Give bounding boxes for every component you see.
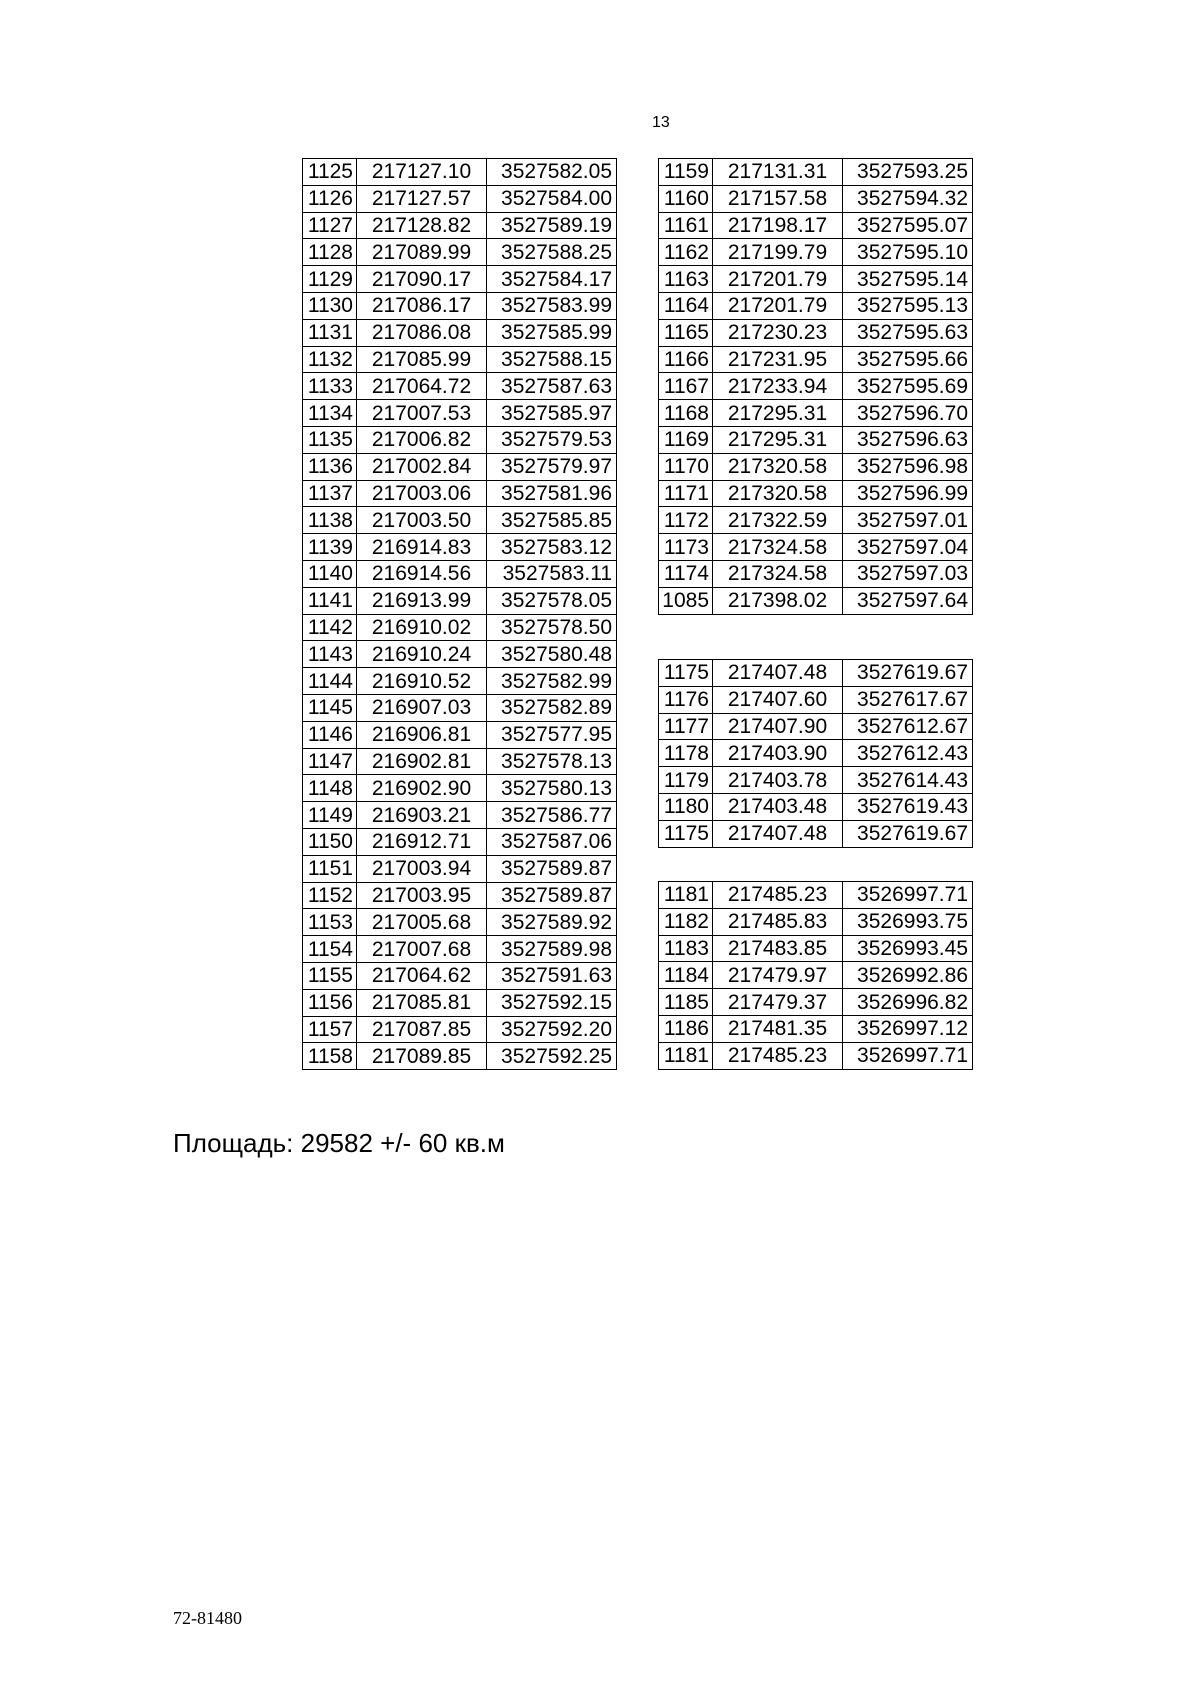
y-coordinate-cell: 3527583.11 [487,560,617,587]
x-coordinate-cell: 217403.90 [713,740,843,767]
x-coordinate-cell: 216906.81 [357,721,487,748]
point-number-cell: 1181 [659,1042,713,1069]
y-coordinate-cell: 3527614.43 [843,767,973,794]
point-number-cell: 1177 [659,713,713,740]
y-coordinate-cell: 3527582.99 [487,668,617,695]
x-coordinate-cell: 217089.85 [357,1043,487,1070]
x-coordinate-cell: 217295.31 [713,400,843,427]
table-row [303,560,617,587]
x-coordinate-cell: 217199.79 [713,239,843,266]
table-row [659,400,973,427]
table-row [659,882,973,909]
x-coordinate-cell: 217485.23 [713,1042,843,1069]
y-coordinate-cell: 3527588.25 [487,239,617,266]
point-number-cell: 1145 [303,694,357,721]
table-row [659,793,973,820]
x-coordinate-cell: 217131.31 [713,159,843,186]
point-number-cell: 1170 [659,453,713,480]
table-row [303,828,617,855]
x-coordinate-cell: 216907.03 [357,694,487,721]
y-coordinate-cell: 3527592.15 [487,989,617,1016]
y-coordinate-cell: 3527584.00 [487,185,617,212]
y-coordinate-cell: 3527619.67 [843,820,973,847]
x-coordinate-cell: 217086.17 [357,292,487,319]
table-row [303,319,617,346]
y-coordinate-cell: 3527581.96 [487,480,617,507]
point-number-cell: 1144 [303,668,357,695]
table-row [659,346,973,373]
x-coordinate-cell: 216902.81 [357,748,487,775]
y-coordinate-cell: 3527597.03 [843,560,973,587]
point-number-cell: 1165 [659,319,713,346]
point-number-cell: 1156 [303,989,357,1016]
y-coordinate-cell: 3527578.13 [487,748,617,775]
y-coordinate-cell: 3527582.05 [487,159,617,186]
y-coordinate-cell: 3527588.15 [487,346,617,373]
table-row [659,686,973,713]
y-coordinate-cell: 3527579.97 [487,453,617,480]
table-row [659,935,973,962]
point-number-cell: 1161 [659,212,713,239]
table-row [659,1015,973,1042]
x-coordinate-cell: 217003.95 [357,882,487,909]
point-number-cell: 1150 [303,828,357,855]
point-number-cell: 1141 [303,587,357,614]
point-number-cell: 1184 [659,962,713,989]
y-coordinate-cell: 3527595.07 [843,212,973,239]
table-row [659,239,973,266]
x-coordinate-cell: 217320.58 [713,480,843,507]
y-coordinate-cell: 3527580.48 [487,641,617,668]
x-coordinate-cell: 216914.83 [357,534,487,561]
y-coordinate-cell: 3527585.97 [487,400,617,427]
x-coordinate-cell: 217201.79 [713,292,843,319]
y-coordinate-cell: 3526993.45 [843,935,973,962]
table-row [303,614,617,641]
x-coordinate-cell: 217089.99 [357,239,487,266]
point-number-cell: 1175 [659,820,713,847]
y-coordinate-cell: 3527592.25 [487,1043,617,1070]
point-number-cell: 1171 [659,480,713,507]
x-coordinate-cell: 217128.82 [357,212,487,239]
y-coordinate-cell: 3527583.99 [487,292,617,319]
point-number-cell: 1154 [303,936,357,963]
point-number-cell: 1160 [659,185,713,212]
point-number-cell: 1182 [659,908,713,935]
y-coordinate-cell: 3527593.25 [843,159,973,186]
y-coordinate-cell: 3527587.06 [487,828,617,855]
table-row [303,882,617,909]
table-row [303,292,617,319]
y-coordinate-cell: 3527583.12 [487,534,617,561]
point-number-cell: 1163 [659,266,713,293]
point-number-cell: 1136 [303,453,357,480]
y-coordinate-cell: 3527595.69 [843,373,973,400]
y-coordinate-cell: 3527596.63 [843,426,973,453]
coordinates-table-right-2 [658,659,973,848]
x-coordinate-cell: 217198.17 [713,212,843,239]
table-row [303,239,617,266]
x-coordinate-cell: 217324.58 [713,560,843,587]
y-coordinate-cell: 3527591.63 [487,962,617,989]
y-coordinate-cell: 3526997.71 [843,882,973,909]
table-row [659,962,973,989]
x-coordinate-cell: 217007.53 [357,400,487,427]
x-coordinate-cell: 217483.85 [713,935,843,962]
table-row [659,426,973,453]
x-coordinate-cell: 217064.62 [357,962,487,989]
y-coordinate-cell: 3527595.14 [843,266,973,293]
x-coordinate-cell: 216910.52 [357,668,487,695]
point-number-cell: 1125 [303,159,357,186]
x-coordinate-cell: 217087.85 [357,1016,487,1043]
table-row [303,748,617,775]
x-coordinate-cell: 217295.31 [713,426,843,453]
x-coordinate-cell: 217322.59 [713,507,843,534]
point-number-cell: 1143 [303,641,357,668]
table-row [303,400,617,427]
table-row [659,908,973,935]
y-coordinate-cell: 3527595.66 [843,346,973,373]
coordinates-table-left [302,158,617,1070]
x-coordinate-cell: 217201.79 [713,266,843,293]
table-row [659,989,973,1016]
table-row [303,909,617,936]
y-coordinate-cell: 3527597.64 [843,587,973,614]
point-number-cell: 1173 [659,534,713,561]
point-number-cell: 1126 [303,185,357,212]
y-coordinate-cell: 3527585.99 [487,319,617,346]
point-number-cell: 1130 [303,292,357,319]
y-coordinate-cell: 3527596.99 [843,480,973,507]
y-coordinate-cell: 3527595.13 [843,292,973,319]
table-row [303,802,617,829]
y-coordinate-cell: 3527582.89 [487,694,617,721]
table-row [659,713,973,740]
point-number-cell: 1168 [659,400,713,427]
x-coordinate-cell: 217086.08 [357,319,487,346]
x-coordinate-cell: 217407.48 [713,660,843,687]
x-coordinate-cell: 217324.58 [713,534,843,561]
table-row [659,319,973,346]
x-coordinate-cell: 217233.94 [713,373,843,400]
x-coordinate-cell: 217485.23 [713,882,843,909]
point-number-cell: 1155 [303,962,357,989]
point-number-cell: 1127 [303,212,357,239]
point-number-cell: 1134 [303,400,357,427]
point-number-cell: 1181 [659,882,713,909]
table-row [303,185,617,212]
point-number-cell: 1085 [659,587,713,614]
point-number-cell: 1147 [303,748,357,775]
y-coordinate-cell: 3526997.12 [843,1015,973,1042]
point-number-cell: 1135 [303,426,357,453]
table-row [303,936,617,963]
y-coordinate-cell: 3527589.19 [487,212,617,239]
point-number-cell: 1152 [303,882,357,909]
x-coordinate-cell: 216914.56 [357,560,487,587]
table-row [659,373,973,400]
table-row [303,962,617,989]
x-coordinate-cell: 217320.58 [713,453,843,480]
table-row [659,480,973,507]
point-number-cell: 1176 [659,686,713,713]
table-row [659,185,973,212]
point-number-cell: 1149 [303,802,357,829]
table-row [659,266,973,293]
y-coordinate-cell: 3527589.92 [487,909,617,936]
y-coordinate-cell: 3527586.77 [487,802,617,829]
point-number-cell: 1180 [659,793,713,820]
y-coordinate-cell: 3527597.01 [843,507,973,534]
x-coordinate-cell: 217398.02 [713,587,843,614]
table-row [303,159,617,186]
point-number-cell: 1133 [303,373,357,400]
table-row [303,373,617,400]
point-number-cell: 1185 [659,989,713,1016]
x-coordinate-cell: 217485.83 [713,908,843,935]
x-coordinate-cell: 217403.78 [713,767,843,794]
table-row [303,1043,617,1070]
coordinates-table-right-3 [658,881,973,1070]
table-row [303,453,617,480]
y-coordinate-cell: 3527597.04 [843,534,973,561]
point-number-cell: 1148 [303,775,357,802]
x-coordinate-cell: 217085.81 [357,989,487,1016]
y-coordinate-cell: 3527587.63 [487,373,617,400]
point-number-cell: 1174 [659,560,713,587]
y-coordinate-cell: 3527589.87 [487,882,617,909]
x-coordinate-cell: 217003.06 [357,480,487,507]
table-row [303,775,617,802]
y-coordinate-cell: 3527619.67 [843,660,973,687]
x-coordinate-cell: 217003.94 [357,855,487,882]
point-number-cell: 1175 [659,660,713,687]
point-number-cell: 1162 [659,239,713,266]
y-coordinate-cell: 3527589.98 [487,936,617,963]
table-row [303,1016,617,1043]
x-coordinate-cell: 217002.84 [357,453,487,480]
x-coordinate-cell: 216913.99 [357,587,487,614]
y-coordinate-cell: 3527577.95 [487,721,617,748]
x-coordinate-cell: 217479.97 [713,962,843,989]
y-coordinate-cell: 3527578.05 [487,587,617,614]
area-text: Площадь: 29582 +/- 60 кв.м [173,1128,505,1158]
y-coordinate-cell: 3527595.63 [843,319,973,346]
x-coordinate-cell: 217064.72 [357,373,487,400]
y-coordinate-cell: 3526993.75 [843,908,973,935]
y-coordinate-cell: 3527584.17 [487,266,617,293]
point-number-cell: 1179 [659,767,713,794]
y-coordinate-cell: 3527594.32 [843,185,973,212]
point-number-cell: 1167 [659,373,713,400]
x-coordinate-cell: 216902.90 [357,775,487,802]
x-coordinate-cell: 216910.24 [357,641,487,668]
point-number-cell: 1128 [303,239,357,266]
coordinates-table-right-1 [658,158,973,615]
table-row [303,480,617,507]
table-row [303,587,617,614]
point-number-cell: 1129 [303,266,357,293]
point-number-cell: 1166 [659,346,713,373]
table-row [659,820,973,847]
x-coordinate-cell: 217006.82 [357,426,487,453]
table-row [659,560,973,587]
point-number-cell: 1138 [303,507,357,534]
point-number-cell: 1183 [659,935,713,962]
table-row [659,292,973,319]
x-coordinate-cell: 217407.90 [713,713,843,740]
x-coordinate-cell: 217407.48 [713,820,843,847]
x-coordinate-cell: 217127.10 [357,159,487,186]
x-coordinate-cell: 217085.99 [357,346,487,373]
table-row [303,721,617,748]
table-row [659,660,973,687]
table-row [303,426,617,453]
table-row [303,534,617,561]
y-coordinate-cell: 3527592.20 [487,1016,617,1043]
table-row [303,694,617,721]
point-number-cell: 1140 [303,560,357,587]
y-coordinate-cell: 3527589.87 [487,855,617,882]
point-number-cell: 1151 [303,855,357,882]
table-row [303,855,617,882]
table-row [303,346,617,373]
y-coordinate-cell: 3526992.86 [843,962,973,989]
table-row [659,767,973,794]
page-number: 13 [652,114,670,131]
y-coordinate-cell: 3527612.43 [843,740,973,767]
point-number-cell: 1172 [659,507,713,534]
x-coordinate-cell: 217157.58 [713,185,843,212]
table-row [659,534,973,561]
table-row [303,668,617,695]
y-coordinate-cell: 3527596.70 [843,400,973,427]
point-number-cell: 1153 [303,909,357,936]
point-number-cell: 1132 [303,346,357,373]
y-coordinate-cell: 3527596.98 [843,453,973,480]
table-row [303,212,617,239]
table-row [659,507,973,534]
point-number-cell: 1158 [303,1043,357,1070]
y-coordinate-cell: 3526997.71 [843,1042,973,1069]
x-coordinate-cell: 216910.02 [357,614,487,641]
table-row [659,740,973,767]
point-number-cell: 1159 [659,159,713,186]
table-row [303,641,617,668]
x-coordinate-cell: 217127.57 [357,185,487,212]
point-number-cell: 1157 [303,1016,357,1043]
document-code: 72-81480 [173,1608,242,1628]
y-coordinate-cell: 3527578.50 [487,614,617,641]
point-number-cell: 1139 [303,534,357,561]
y-coordinate-cell: 3527612.67 [843,713,973,740]
table-row [659,1042,973,1069]
point-number-cell: 1178 [659,740,713,767]
y-coordinate-cell: 3527579.53 [487,426,617,453]
x-coordinate-cell: 217007.68 [357,936,487,963]
y-coordinate-cell: 3527595.10 [843,239,973,266]
x-coordinate-cell: 216912.71 [357,828,487,855]
y-coordinate-cell: 3527619.43 [843,793,973,820]
table-row [303,266,617,293]
x-coordinate-cell: 216903.21 [357,802,487,829]
table-row [303,989,617,1016]
table-row [659,159,973,186]
x-coordinate-cell: 217231.95 [713,346,843,373]
x-coordinate-cell: 217003.50 [357,507,487,534]
table-row [303,507,617,534]
table-row [659,212,973,239]
y-coordinate-cell: 3526996.82 [843,989,973,1016]
point-number-cell: 1142 [303,614,357,641]
y-coordinate-cell: 3527585.85 [487,507,617,534]
point-number-cell: 1146 [303,721,357,748]
y-coordinate-cell: 3527617.67 [843,686,973,713]
x-coordinate-cell: 217479.37 [713,989,843,1016]
point-number-cell: 1137 [303,480,357,507]
x-coordinate-cell: 217005.68 [357,909,487,936]
point-number-cell: 1169 [659,426,713,453]
x-coordinate-cell: 217407.60 [713,686,843,713]
point-number-cell: 1131 [303,319,357,346]
point-number-cell: 1164 [659,292,713,319]
table-row [659,587,973,614]
x-coordinate-cell: 217403.48 [713,793,843,820]
table-row [659,453,973,480]
point-number-cell: 1186 [659,1015,713,1042]
x-coordinate-cell: 217090.17 [357,266,487,293]
x-coordinate-cell: 217230.23 [713,319,843,346]
x-coordinate-cell: 217481.35 [713,1015,843,1042]
y-coordinate-cell: 3527580.13 [487,775,617,802]
